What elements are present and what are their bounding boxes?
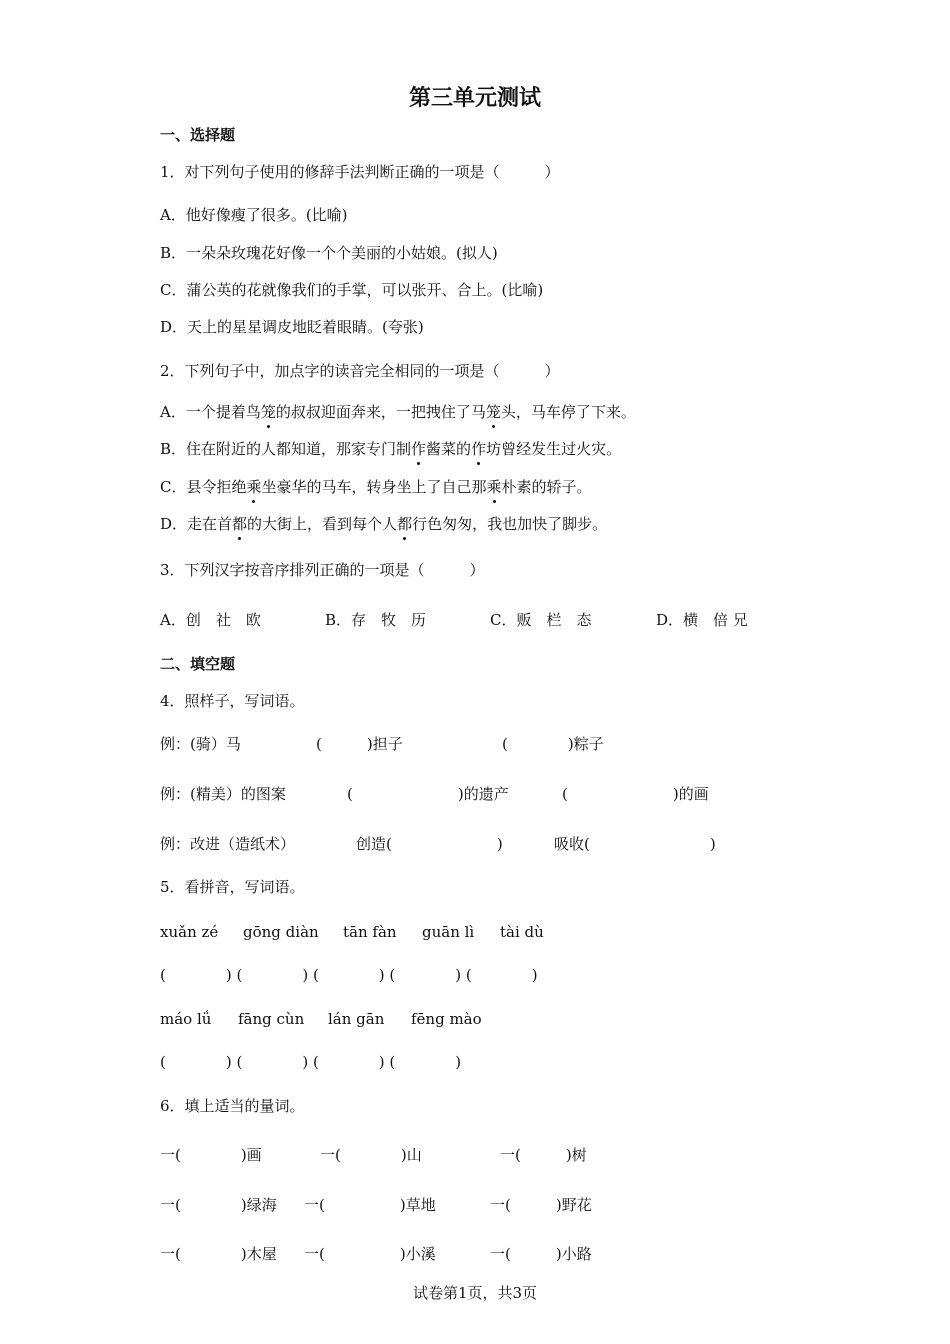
question-3-option-a: A．创 社 欧 [160, 611, 261, 629]
question-1-option-d: D．天上的星星调皮地眨着眼睛。(夸张) [160, 318, 424, 336]
measure-word-blank: 一( )小溪 [304, 1245, 436, 1263]
option-text: 坊曾经发生过火灾。 [486, 440, 622, 458]
dotted-char: 乘 [486, 478, 502, 496]
q4-example-3: 例：改进（造纸术） [160, 835, 296, 853]
option-text: 朴素的轿子。 [501, 478, 592, 496]
q4-blank: ( )的遗产 [347, 785, 509, 803]
q4-example-1: 例：(骑）马 [160, 735, 241, 753]
measure-word-blank: 一( )画 [160, 1146, 262, 1164]
measure-word-blank: 一( )木屋 [160, 1245, 277, 1263]
question-2-option-d [160, 514, 607, 534]
question-1-option-a: A．他好像瘦了很多。(比喻) [160, 206, 348, 224]
pinyin-item: lán gān [328, 1010, 385, 1028]
page-title: 第三单元测试 [408, 85, 541, 111]
question-2-stem: 2．下列句子中，加点字的读音完全相同的一项是（ ） [160, 362, 560, 380]
pinyin-item: gōng diàn [243, 923, 319, 941]
question-3-stem: 3．下列汉字按音序排列正确的一项是（ ） [160, 561, 485, 579]
question-5-stem: 5．看拼音，写词语。 [160, 878, 305, 896]
pinyin-item: fēng mào [411, 1010, 482, 1028]
measure-word-blank: 一( )山 [320, 1146, 422, 1164]
q4-blank: ( )粽子 [502, 735, 604, 753]
dotted-char: 作 [411, 440, 427, 458]
dotted-char: 笼 [485, 403, 501, 421]
question-6-stem: 6．填上适当的量词。 [160, 1097, 305, 1115]
dotted-char: 笼 [260, 403, 276, 421]
question-2-option-a [160, 402, 636, 422]
measure-word-blank: 一( )绿海 [160, 1196, 277, 1214]
option-text: 坐豪华的马车，转身坐上了自己那 [261, 478, 487, 496]
option-text: C．县令拒绝 [160, 478, 247, 496]
option-text: D．走在首 [160, 515, 233, 533]
question-2-option-c [160, 477, 592, 497]
measure-word-blank: 一( )草地 [304, 1196, 436, 1214]
option-text: 的大街上，看到每个人 [247, 515, 398, 533]
question-1-stem: 1．对下列句子使用的修辞手法判断正确的一项是（ ） [160, 163, 560, 181]
measure-word-blank: 一( )树 [500, 1146, 587, 1164]
dotted-char: 都 [397, 515, 413, 533]
measure-word-blank: 一( )野花 [490, 1196, 592, 1214]
option-text: 行色匆匆，我也加快了脚步。 [412, 515, 608, 533]
question-4-stem: 4．照样子，写词语。 [160, 692, 305, 710]
measure-word-blank: 一( )小路 [490, 1245, 592, 1263]
q4-blank: 创造( ) [356, 835, 503, 853]
q4-blank: ( )的画 [562, 785, 709, 803]
pinyin-item: xuǎn zé [160, 923, 219, 941]
question-2-option-b [160, 439, 621, 459]
section-heading-choice: 一、选择题 [160, 126, 236, 144]
option-text: B．住在附近的人都知道，那家专门制 [160, 440, 412, 458]
dotted-char: 作 [471, 440, 487, 458]
page-footer: 试卷第1页，共3页 [412, 1284, 538, 1302]
pinyin-blanks-row-1: ( ) ( ) ( ) ( ) ( ) [160, 966, 538, 984]
option-text: 的叔叔迎面奔来，一把拽住了马 [275, 403, 486, 421]
pinyin-item: fāng cùn [238, 1010, 305, 1028]
pinyin-item: tài dù [500, 923, 544, 941]
question-1-option-c: C．蒲公英的花就像我们的手掌，可以张开、合上。(比喻) [160, 281, 544, 299]
pinyin-item: tān fàn [343, 923, 397, 941]
q4-blank: 吸收( ) [554, 835, 716, 853]
option-text: 酱菜的 [426, 440, 472, 458]
question-1-option-b: B．一朵朵玫瑰花好像一个个美丽的小姑娘。(拟人) [160, 244, 498, 262]
pinyin-item: máo lǘ [160, 1010, 212, 1028]
question-3-option-b: B．存 牧 历 [325, 611, 427, 629]
q4-blank: ( )担子 [316, 735, 403, 753]
option-text: A．一个提着鸟 [160, 403, 261, 421]
section-heading-fill: 二、填空题 [160, 655, 236, 673]
dotted-char: 都 [232, 515, 248, 533]
question-3-option-c: C．贩 栏 态 [490, 611, 592, 629]
question-3-option-d: D．横 倍 兄 [656, 611, 748, 629]
pinyin-blanks-row-2: ( ) ( ) ( ) ( ) [160, 1053, 462, 1071]
pinyin-item: guān lì [422, 923, 475, 941]
dotted-char: 乘 [246, 478, 262, 496]
option-text: 头，马车停了下来。 [500, 403, 636, 421]
q4-example-2: 例：(精美）的图案 [160, 785, 286, 803]
